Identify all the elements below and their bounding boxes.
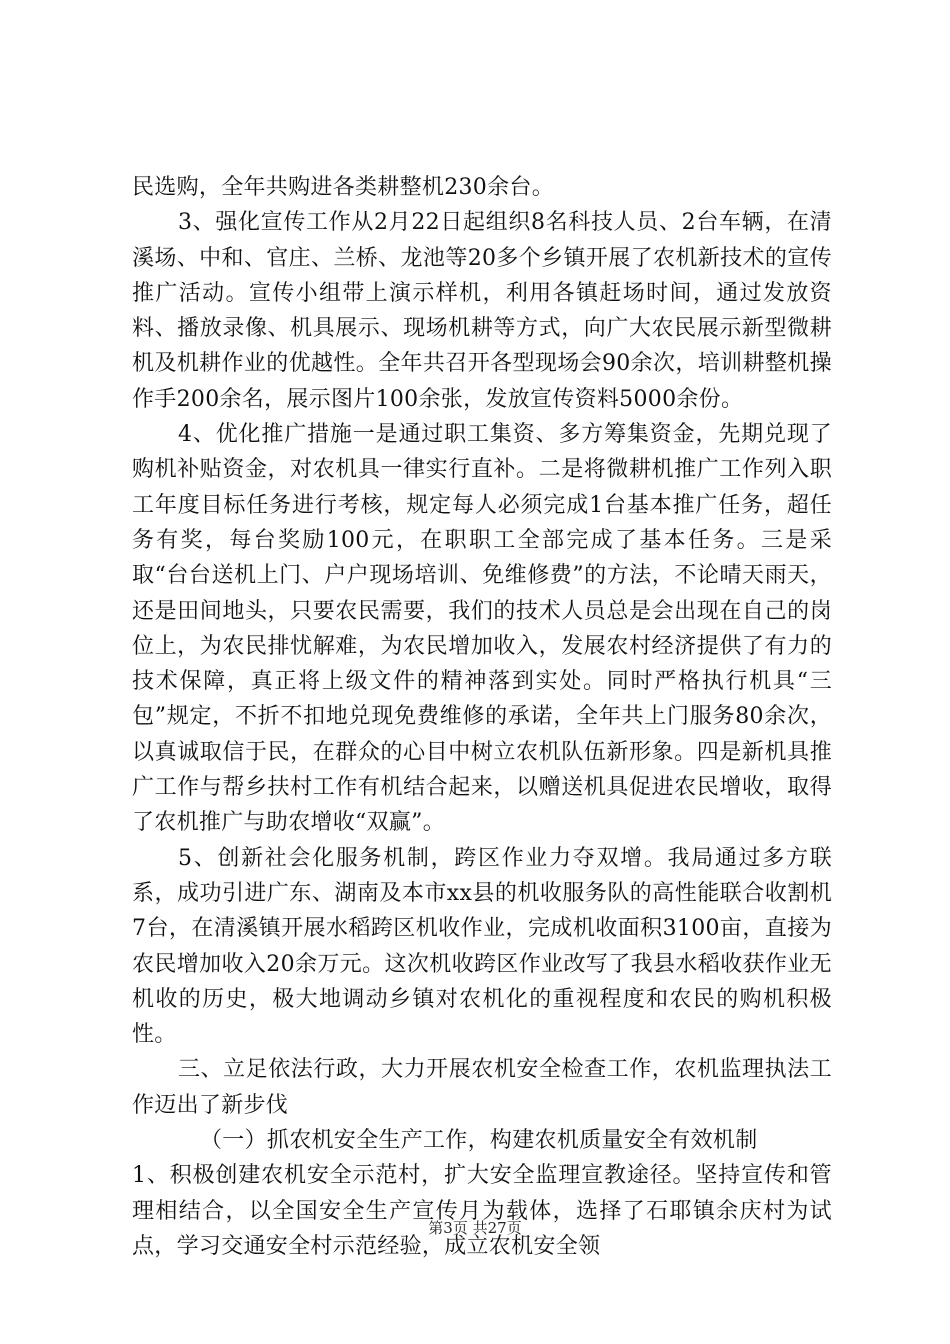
paragraph-publicity-work: 3、强化宣传工作从2月22日起组织8名科技人员、2台车辆，在清溪场、中和、官庄、兰桥、龙池等20多个乡镇开展了农机新技术的宣传推广活动。宣传小组带上演示样机，利用各镇赶场时间，通过发放资料、播放录像、机具展示、现场机耕等方式，向广大农民展示新型微耕机及机耕作业的优越性。全年共召开各型现场会90余次，培训耕整机操作手200余名，展示图片100余张，发放宣传资料5000余份。 (132, 210, 832, 412)
section-heading-three: 三、立足依法行政，大力开展农机安全检查工作，农机监理执法工作迈出了新步伐 (132, 1057, 832, 1118)
subsection-heading-one: （一）抓农机安全生产工作，构建农机质量安全有效机制 (200, 1128, 758, 1154)
document-body (132, 170, 832, 1264)
paragraph-safety-demo-village: 1、积极创建农机安全示范村，扩大安全监理宣教途径。坚持宣传和管理相结合，以全国安全生产宣传月为载体，选择了石耶镇余庆村为试点，学习交通安全村示范经验，成立农机安全领 (132, 1163, 832, 1259)
paragraph-promotion-measures: 4、优化推广措施一是通过职工集资、多方筹集资金，先期兑现了购机补贴资金，对农机具一律实行直补。二是将微耕机推广工作列入职工年度目标任务进行考核，规定每人必须完成1台基本推广任务，超任务有奖，每台奖励100元，在职职工全部完成了基本任务。三是采取“台台送机上门、户户现场培训、免维修费”的方法，不论晴天雨天，还是田间地头，只要农民需要，我们的技术人员总是会出现在自己的岗位上，为农民排忧解难，为农民增加收入，发展农村经济提供了有力的技术保障，真正将上级文件的精神落到实处。同时严格执行机具“三包”规定，不折不扣地兑现免费维修的承诺，全年共上门服务80余次，以真诚取信于民，在群众的心目中树立农机队伍新形象。四是新机具推广工作与帮乡扶村工作有机结合起来，以赠送机具促进农民增收，取得了农机推广与助农增收“双赢”。 (132, 422, 832, 836)
paragraph-socialized-service: 5、创新社会化服务机制，跨区作业力夺双增。我局通过多方联系，成功引进广东、湖南及本市xx县的机收服务队的高性能联合收割机7台，在清溪镇开展水稻跨区机收作业，完成机收面积3100亩，直接为农民增加收入20余万元。这次机收跨区作业改写了我县水稻收获作业无机收的历史，极大地调动乡镇对农机化的重视程度和农民的购机积极性。 (132, 845, 832, 1048)
paragraph-continuation: 民选购，全年共购进各类耕整机230余台。 (132, 175, 554, 200)
page-footer: 第3页 共27页 (428, 1219, 522, 1237)
